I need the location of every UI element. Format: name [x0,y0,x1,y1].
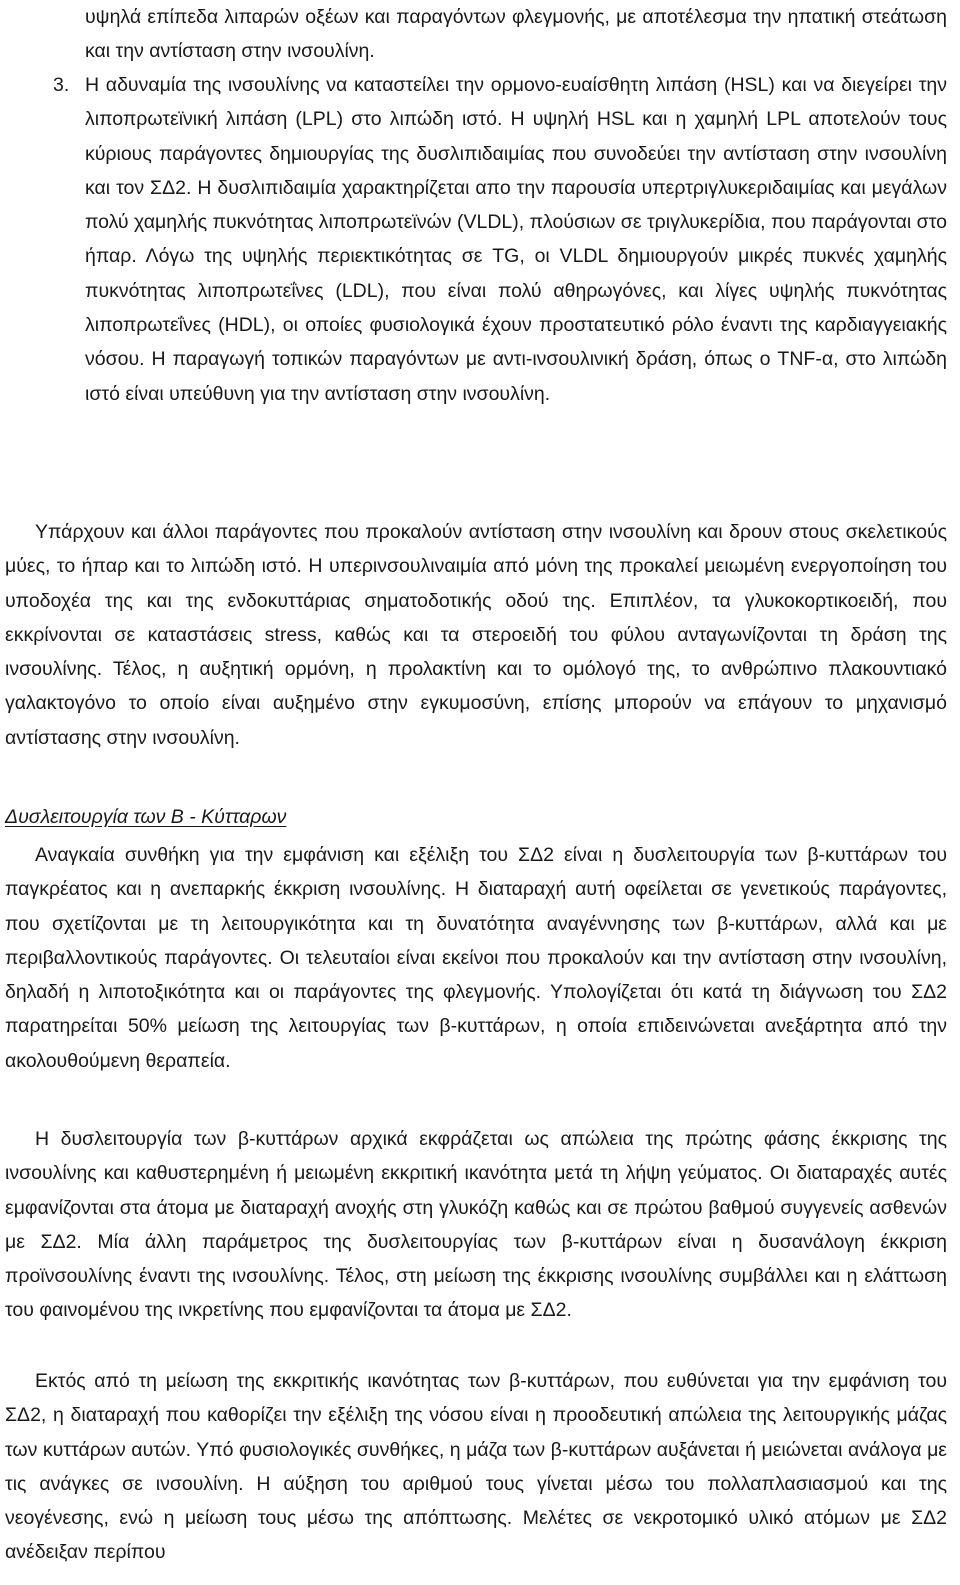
paragraph-beta-cells-1: Αναγκαία συνθήκη για την εμφάνιση και εξέλιξη του ΣΔ2 είναι η δυσλειτουργία των β-κυττάρων του παγκρέατος και η ανεπαρκής έκκριση ινσουλίνης. Η διαταραχή αυτή οφείλεται σε γενετικούς παράγοντες, που σχετίζονται με τη λειτουργικότητα και τη δυνατότητα αναγέννησης των β-κυττάρων, αλλά και με περιβαλλοντικούς παράγοντες. Οι τελευταίοι είναι εκείνοι που προκαλούν και την αντίσταση στην ινσουλίνη, δηλαδή η λιποτοξικότητα και οι παράγοντες της φλεγμονής. Υπολογίζεται ότι κατά τη διάγνωση του ΣΔ2 παρατηρείται 50% μείωση της λειτουργίας των β-κυττάρων, η οποία επιδεινώνεται ανεξάρτητα από την ακολουθούμενη θεραπεία. [5,844,947,1072]
continuation-paragraph: υψηλά επίπεδα λιπαρών οξέων και παραγόντων φλεγμονής, με αποτέλεσμα την ηπατική στεάτωση και την αντίσταση στην ινσουλίνη. [85,6,947,63]
paragraph-other-factors: Υπάρχουν και άλλοι παράγοντες που προκαλούν αντίσταση στην ινσουλίνη και δρουν στους σκελετικούς μύες, το ήπαρ και το λιπώδη ιστό. Η υπερινσουλιναιμία από μόνη της προκαλεί μειωμένη ενεργοποίηση του υποδοχέα της και της ενδοκυττάριας σηματοδοτικής οδού της. Επιπλέον, τα γλυκοκορτικοειδή, που εκκρίνονται σε καταστάσεις stress, καθώς και τα στεροειδή του φύλου ανταγωνίζονται τη δράση της ινσουλίνης. Τέλος, η αυξητική ορμόνη, η προλακτίνη και το ομόλογό της, το ανθρώπινο πλακουντιακό γαλακτογόνο το οποίο είναι αυξημένο στην εγκυμοσύνη, επίσης μπορούν να επάγουν το μηχανισμό αντίστασης στην ινσουλίνη. [5,521,947,749]
section-heading: Δυσλειτουργία των Β - Κύτταρων [5,806,287,828]
list-number: 3. [53,74,70,96]
paragraph-beta-cells-3: Εκτός από τη μείωση της εκκριτικής ικανότητας των β-κυττάρων, που ευθύνεται για την εμφάνιση του ΣΔ2, η διαταραχή που καθορίζει την εξέλιξη της νόσου είναι η προοδευτική απώλεια της λειτουργικής μάζας των κυττάρων αυτών. Υπό φυσιολογικές συνθήκες, η μάζα των β-κυττάρων αυξάνεται ή μειώνεται ανάλογα με τις ανάγκες σε ινσουλίνη. Η αύξηση του αριθμού τους γίνεται μέσω του πολλαπλασιασμού και της νεογένεσης, ενώ η μείωση τους μέσω της απόπτωσης. Μελέτες σε νεκροτομικό υλικό ατόμων με ΣΔ2 ανέδειξαν περίπου [5,1370,947,1564]
paragraph-beta-cells-2: Η δυσλειτουργία των β-κυττάρων αρχικά εκφράζεται ως απώλεια της πρώτης φάσης έκκρισης της ινσουλίνης και καθυστερημένη ή μειωμένη εκκριτική ικανότητα μετά τη λήψη γεύματος. Οι διαταραχές αυτές εμφανίζονται στα άτομα με διαταραχή ανοχής στη γλυκόζη καθώς και σε πρώτου βαθμού συγγενείς ασθενών με ΣΔ2. Μία άλλη παράμετρος της δυσλειτουργίας των β-κυττάρων είναι η δυσανάλογη έκκριση προϊνσουλίνης έναντι της ινσουλίνης. Τέλος, στη μείωση της έκκρισης ινσουλίνης συμβάλλει και η ελάττωση του φαινομένου της ινκρετίνης που εμφανίζονται τα άτομα με ΣΔ2. [5,1128,947,1322]
list-item-text: Η αδυναμία της ινσουλίνης να καταστείλει την ορμονο-ευαίσθητη λιπάση (HSL) και να διεγείρει την λιποπρωτεϊνική λιπάση (LPL) στο λιπώδη ιστό. Η υψηλή HSL και η χαμηλή LPL αποτελούν τους κύριους παράγοντες δημιουργίας της δυσλιπιδαιμίας που συνοδεύει την αντίσταση στην ινσουλίνη και τον ΣΔ2. Η δυσλιπιδαιμία χαρακτηρίζεται απο την παρουσία υπερτριγλυκεριδαιμίας και μεγάλων πολύ χαμηλής πυκνότητας λιποπρωτεϊνών (VLDL), πλούσιων σε τριγλυκερίδια, που παράγονται στο ήπαρ. Λόγω της υψηλής περιεκτικότητας σε TG, οι VLDL δημιουργούν μικρές πυκνές χαμηλής πυκνότητας λιποπρωτεΐνες (LDL), που είναι πολύ αθηρωγόνες, και λίγες υψηλής πυκνότητας λιποπρωτεΐνες (HDL), οι οποίες φυσιολογικά έχουν προστατευτικό ρόλο έναντι της καρδιαγγειακής νόσου. Η παραγωγή τοπικών παραγόντων με αντι-ινσουλινική δράση, όπως ο TNF-α, στο λιπώδη ιστό είναι υπεύθυνη για την αντίσταση στην ινσουλίνη. [85,74,947,405]
list-item-3 [53,68,947,411]
